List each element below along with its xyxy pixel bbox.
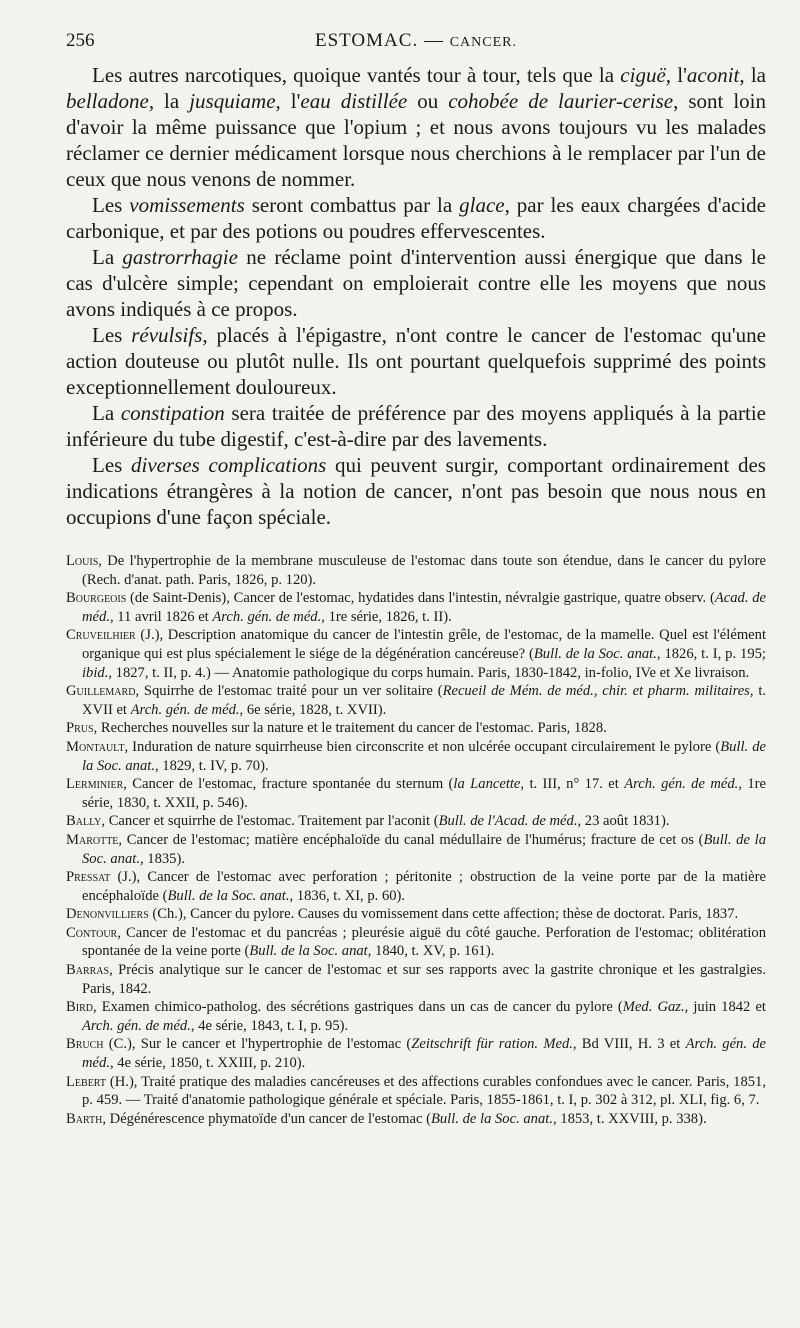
italic-text: Med. Gaz. xyxy=(622,999,685,1016)
text-run: , De l'hypertrophie de la membrane musculeuse de l'estomac dans toute son étendue, dans le cancer du pylore (Rech. d'anat. path. Paris, 1826, p. 120). xyxy=(82,553,766,588)
italic-text: Zeitschrift für ration. Med. xyxy=(411,1036,573,1053)
text-run: , Cancer de l'estomac, fracture spontanée du sternum ( xyxy=(123,776,454,793)
reference-entry xyxy=(66,719,766,738)
text-run: sera traitée de préférence par des moyens appliqués à la partie inférieure du tube digestif, c'est-à-dire par des lavements. xyxy=(66,401,766,451)
text-run: , sont loin d'avoir la même puissance que l'opium ; et nous avons toujours vu les malades réclamer ce dernier médicament lorsque nous cherchions à le remplacer par l'un de ceux que nous venons de nommer. xyxy=(66,89,767,191)
text-run: , Cancer de l'estomac et du pancréas ; pleurésie aiguë du côté gauche. Perforation de l'estomac; oblitération spontanée de la veine porte ( xyxy=(82,924,766,960)
italic-text: la Lancette, xyxy=(453,776,525,793)
author-name: Lebert xyxy=(66,1073,106,1090)
text-run: , Cancer de l'estomac; matière encéphaloïde du canal médullaire de l'humérus; fracture de cet os ( xyxy=(118,831,704,848)
body-paragraph xyxy=(66,244,766,322)
italic-text: constipation xyxy=(120,401,225,425)
italic-text: Arch. gén. de méd. xyxy=(82,1036,767,1072)
author-name: Bird xyxy=(66,999,93,1016)
text-run: seront combattus par la xyxy=(244,193,460,217)
text-run: Les xyxy=(92,193,130,217)
reference-entry xyxy=(66,775,766,812)
italic-text: gastrorrhagie xyxy=(122,245,238,269)
italic-text: glace xyxy=(459,193,505,217)
text-run: , 1827, t. II, p. 4.) — Anatomie pathologique du corps humain. Paris, 1830-1842, in-folio, IVe et Xe livraison. xyxy=(108,664,750,681)
text-run: , l' xyxy=(665,63,687,87)
italic-text: jusquiame xyxy=(189,89,276,113)
text-run: qui peuvent surgir, comportant ordinairement des indications étrangères à la notion de cancer, n'ont pas besoin que nous nous en occupions d'une façon spéciale. xyxy=(66,453,766,529)
italic-text: Arch. gén. de méd. xyxy=(82,1017,191,1034)
text-run: Les xyxy=(92,453,131,477)
author-name: Marotte xyxy=(66,831,119,848)
italic-text: Bull. de la Soc. anat. xyxy=(167,887,290,904)
reference-entry xyxy=(66,812,766,831)
body-paragraph xyxy=(66,400,766,452)
body-paragraph xyxy=(66,192,766,244)
page-number: 256 xyxy=(66,30,95,51)
text-run: t. III, n° 17. et xyxy=(524,776,625,793)
text-run: , Précis analytique sur le cancer de l'estomac et sur ses rapports avec la gastrite chronique et les gastralgies. Paris, 1842. xyxy=(82,962,766,997)
text-run: , par les eaux chargées d'acide carbonique, et par des potions ou poudres effervescentes. xyxy=(66,193,767,243)
text-run: ne réclame point d'intervention aussi énergique que dans le cas d'ulcère simple; cependant on emploierait contre elle les moyens que nous avons indiqués à ce propos. xyxy=(66,245,766,321)
text-run: , 1re série, 1826, t. II). xyxy=(321,608,452,625)
italic-text: Recueil de Mém. de méd., chir. et pharm. militaires xyxy=(442,683,750,700)
italic-text: Bull. de la Soc. anat. xyxy=(430,1110,553,1127)
italic-text: Arch. gén. de méd. xyxy=(212,608,322,625)
italic-text: belladone xyxy=(66,89,149,113)
body-paragraph xyxy=(66,62,766,192)
reference-entry xyxy=(66,924,766,961)
text-run: Les autres narcotiques, quoique vantés tour à tour, tels que la xyxy=(92,63,621,87)
italic-text: Bull. de la Soc. anat. xyxy=(533,645,657,662)
italic-text: diverses complications xyxy=(130,453,327,477)
body-paragraph xyxy=(66,322,766,400)
text-run: , 1840, t. XV, p. 161). xyxy=(367,943,495,960)
text-run: ou xyxy=(407,89,449,113)
author-name: Barth xyxy=(66,1110,103,1127)
reference-entry xyxy=(66,1110,766,1129)
bibliography xyxy=(66,552,766,1128)
text-run: , 23 août 1831). xyxy=(577,813,670,830)
body-paragraph xyxy=(66,452,766,530)
italic-text: ciguë xyxy=(620,63,666,87)
text-run: , 1829, t. IV, p. 70). xyxy=(154,757,269,774)
text-run: , Cancer et squirrhe de l'estomac. Traitement par l'aconit ( xyxy=(101,813,439,830)
text-run: , placés à l'épigastre, n'ont contre le cancer de l'estomac qu'une action douteuse ou plutôt nulle. Ils ont pourtant quelquefois supprimé des points exceptionnellement douloureux. xyxy=(66,323,766,399)
text-run: (C.), Sur le cancer et l'hypertrophie de l'estomac ( xyxy=(103,1036,412,1053)
text-run: (H.), Traité pratique des maladies cancéreuses et des affections curables confondues avec le cancer. Paris, 1851, p. 459. — Traité d'anatomie pathologique générale et spéciale. Paris, 1855-1861, t. I, p. 302 à 312, pl. XLI, fig. 6, 7. xyxy=(82,1073,766,1109)
italic-text: eau distillée xyxy=(300,89,408,113)
italic-text: aconit xyxy=(686,63,740,87)
author-name: Lerminier xyxy=(66,776,124,793)
text-run: , Bd VIII, H. 3 et xyxy=(572,1036,686,1053)
italic-text: Bull. de la Soc. anat xyxy=(249,943,368,960)
italic-text: vomissements xyxy=(129,193,245,217)
author-name: Pressat xyxy=(66,869,111,886)
text-run: , Squirrhe de l'estomac traité pour un ver solitaire ( xyxy=(135,683,443,700)
text-run: , Recherches nouvelles sur la nature et le traitement du cancer de l'estomac. Paris, 1828. xyxy=(93,720,607,737)
reference-entry xyxy=(66,831,766,868)
author-name: Montault xyxy=(66,738,125,755)
text-run: , Dégénérescence phymatoïde d'un cancer de l'estomac ( xyxy=(102,1110,431,1127)
reference-entry xyxy=(66,682,766,719)
main-text xyxy=(66,62,766,530)
text-run: , 1853, t. XXVIII, p. 338). xyxy=(552,1110,707,1127)
author-name: Cruveilhier xyxy=(66,627,136,644)
text-run: (Ch.), Cancer du pylore. Causes du vomissement dans cette affection; thèse de doctorat. Paris, 1837. xyxy=(148,906,739,923)
text-run: , 1re série, 1830, t. XXII, p. 546). xyxy=(82,776,766,811)
author-name: Barras xyxy=(66,962,110,979)
running-header xyxy=(66,30,766,58)
italic-text: Bull. de la Soc. anat. xyxy=(82,738,766,774)
text-run: (J.), Description anatomique du cancer de l'intestin grêle, de l'estomac, de la mamelle. Quel est l'élément organique qui est plus spécialement le siége de la dégénération cancéreuse? ( xyxy=(82,627,766,662)
text-run: , 4e série, 1843, t. I, p. 95). xyxy=(190,1017,349,1034)
text-run: , 11 avril 1826 et xyxy=(109,608,213,625)
text-run: , la xyxy=(739,63,767,87)
author-name: Guillemard xyxy=(66,683,136,700)
running-title-sub: CANCER. xyxy=(449,35,517,50)
text-run: , Induration de nature squirrheuse bien circonscrite et non ulcérée occupant circulairement le pylore ( xyxy=(124,738,721,755)
author-name: Bourgeois xyxy=(66,590,127,607)
text-run: La xyxy=(92,401,121,425)
author-name: Bally xyxy=(66,813,102,830)
italic-text: révulsifs xyxy=(131,323,203,347)
text-run: , l' xyxy=(275,89,301,113)
text-run: Les xyxy=(92,323,132,347)
italic-text: cohobée de laurier-cerise xyxy=(448,89,674,113)
text-run: La xyxy=(92,245,123,269)
text-run: , 1836, t. XI, p. 60). xyxy=(289,887,406,904)
reference-entry xyxy=(66,738,766,775)
text-run: , la xyxy=(148,89,190,113)
reference-entry xyxy=(66,868,766,905)
italic-text: Arch. gén. de méd. xyxy=(130,701,240,718)
author-name: Bruch xyxy=(66,1036,104,1053)
text-run: (de Saint-Denis), Cancer de l'estomac, hydatides dans l'intestin, névralgie gastrique, quatre observ. ( xyxy=(126,590,715,607)
reference-entry xyxy=(66,589,766,626)
text-run: , 1835). xyxy=(139,850,185,867)
author-name: Prus xyxy=(66,720,94,737)
author-name: Denonvilliers xyxy=(66,906,149,923)
reference-entry xyxy=(66,1073,766,1110)
italic-text: Acad. de méd. xyxy=(82,590,766,625)
reference-entry xyxy=(66,905,766,924)
reference-entry xyxy=(66,998,766,1035)
text-run: , 1826, t. I, p. 195; xyxy=(656,645,766,662)
reference-entry xyxy=(66,626,766,682)
text-run: (J.), Cancer de l'estomac avec perforation ; péritonite ; obstruction de la veine porte par de la matière encéphaloïde ( xyxy=(82,869,766,904)
running-title xyxy=(66,30,766,52)
text-run: , 4e série, 1850, t. XXIII, p. 210). xyxy=(109,1055,306,1072)
text-run: , t. XVII et xyxy=(82,683,767,718)
reference-entry xyxy=(66,961,766,998)
author-name: Louis xyxy=(66,553,99,569)
reference-entry xyxy=(66,1035,766,1072)
italic-text: ibid. xyxy=(82,664,109,681)
italic-text: Arch. gén. de méd. xyxy=(624,776,739,793)
italic-text: Bull. de la Soc. anat. xyxy=(82,831,766,867)
running-title-main: ESTOMAC. — xyxy=(315,30,450,51)
reference-entry xyxy=(66,552,766,589)
italic-text: Bull. de l'Acad. de méd. xyxy=(438,813,578,830)
text-run: , 6e série, 1828, t. XVII). xyxy=(239,701,387,718)
author-name: Contour xyxy=(66,924,118,941)
text-run: , Examen chimico-patholog. des sécrétions gastriques dans un cas de cancer du pylore ( xyxy=(92,999,623,1016)
text-run: , juin 1842 et xyxy=(684,999,766,1016)
